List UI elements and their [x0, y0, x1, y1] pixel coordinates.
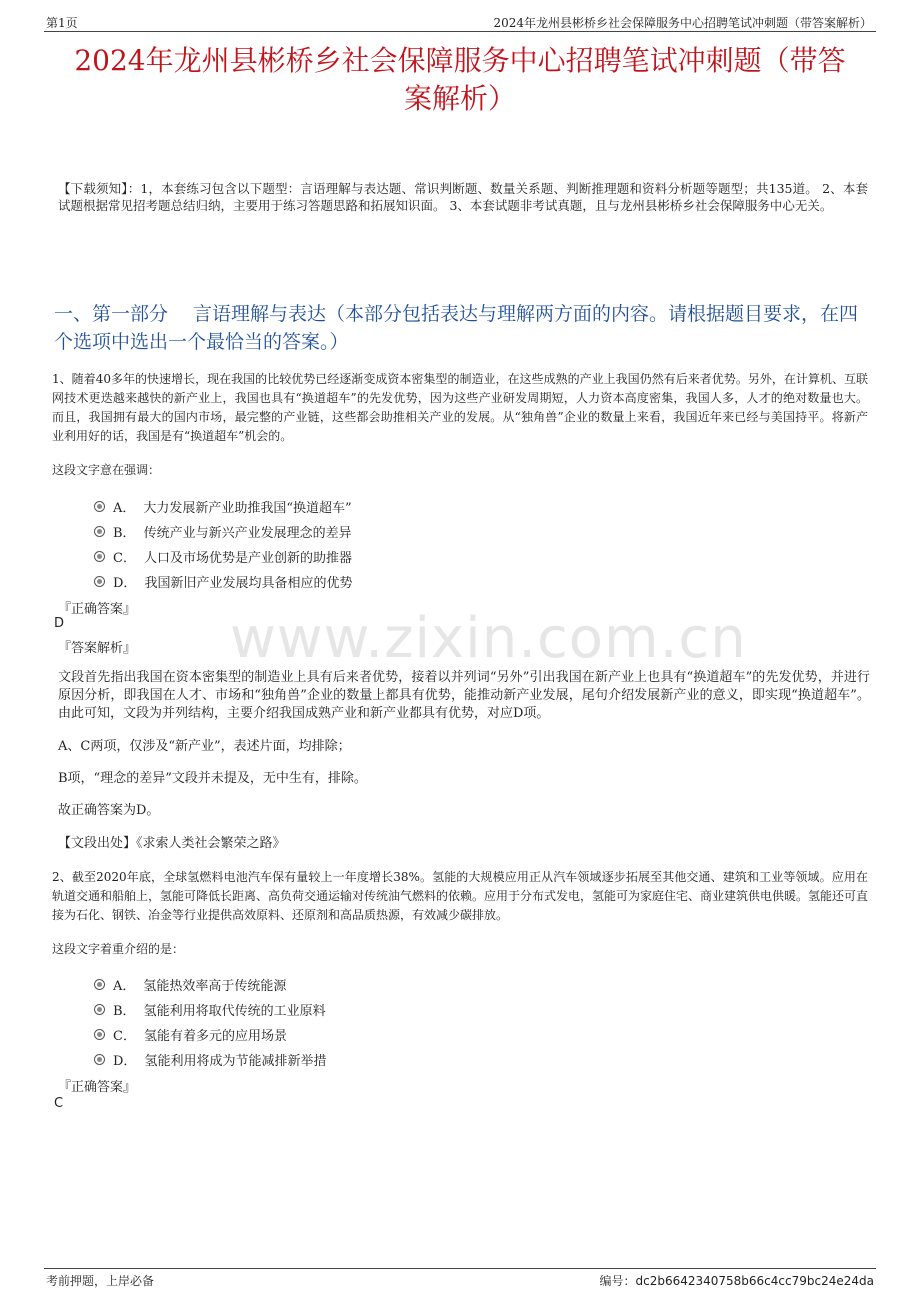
option-text: 人口及市场优势是产业创新的助推器 [143, 551, 352, 566]
header-rule [44, 31, 876, 32]
page-title-line2: 案解析） [403, 82, 516, 115]
question-1-option-b[interactable] [94, 522, 352, 541]
question-2-prompt: 这段文字着重介绍的是： [52, 942, 185, 956]
download-notice: 【下载须知】：1，本套练习包含以下题型：言语理解与表达题、常识判断题、数量关系题、判断推理题和资料分析题等题型；共135道。 2、本套试题根据常见招考题总结归纳，主要用于练习答题思路和拓展知识面。 3、本套试题非考试真题，且与龙州县彬桥乡社会保障服务中心无关。 [58, 181, 868, 213]
footer-code [599, 1272, 874, 1289]
footer-rule [44, 1268, 876, 1269]
radio-icon[interactable] [94, 1029, 105, 1040]
option-letter: A． [113, 501, 136, 516]
radio-icon[interactable] [94, 1054, 105, 1065]
radio-icon[interactable] [94, 576, 105, 587]
question-1-answer: D [54, 616, 65, 631]
question-1-text: 1、随着40多年的快速增长，现在我国的比较优势已经逐渐变成资本密集型的制造业，在这些成熟的产业上我国仍然有后来者优势。另外，在计算机、互联网技术更迭越来越快的新产业上，我国也具有“换道超车”的先发优势，因为这些产业研发周期短，人力资本高度密集，我国人多，人才的绝对数量也大。而且，我国拥有最大的国内市场，最完整的产业链，这些都会助推相关产业的发展。从“独角兽”企业的数量上来看，我国近年来已经与美国持平。将新产业利用好的话，我国是有“换道超车”机会的。 [52, 372, 868, 443]
question-1-answer-label: 『正确答案』 [58, 602, 137, 617]
page-number: 第1页 [46, 16, 78, 30]
radio-icon[interactable] [94, 526, 105, 537]
question-1-analysis-para: 文段首先指出我国在资本密集型的制造业上具有后来者优势，接着以并列词“另外”引出我国在新产业上也具有“换道超车”的先发优势，并进行原因分析，即我国在人才、市场和“独角兽”企业的数量上都具有优势，能推动新产业发展，尾句介绍发展新产业的意义，即实现“换道超车”。由此可知，文段为并列结构，主要介绍我国成熟产业和新产业都具有优势，对应D项。 [58, 670, 870, 721]
page-title-line1: 2024年龙州县彬桥乡社会保障服务中心招聘笔试冲刺题（带答 [74, 44, 846, 77]
question-2-option-d[interactable] [94, 1050, 326, 1069]
footer-slogan: 考前押题，上岸必备 [46, 1274, 155, 1288]
option-text: 氢能利用将取代传统的工业原料 [143, 1004, 326, 1019]
radio-icon[interactable] [94, 979, 105, 990]
radio-icon[interactable] [94, 551, 105, 562]
option-letter: B． [113, 1004, 136, 1019]
footer-code-label: 编号： [599, 1274, 636, 1288]
radio-icon[interactable] [94, 1004, 105, 1015]
radio-icon[interactable] [94, 501, 105, 512]
question-1-prompt: 这段文字意在强调： [52, 463, 161, 477]
question-2-option-b[interactable] [94, 1000, 326, 1019]
option-letter: D． [113, 576, 137, 591]
question-2-text: 2、截至2020年底，全球氢燃料电池汽车保有量较上一年度增长38%。氢能的大规模应用正从汽车领域逐步拓展至其他交通、建筑和工业等领域。应用在轨道交通和船舶上，氢能可降低长距离、高负荷交通运输对传统油气燃料的依赖。应用于分布式发电，氢能可为家庭住宅、商业建筑供电供暖。氢能还可直接为石化、钢铁、冶金等行业提供高效原料、还原剂和高品质热源，有效减少碳排放。 [52, 870, 869, 922]
option-text: 氢能有着多元的应用场景 [143, 1029, 287, 1044]
question-1-analysis-label: 『答案解析』 [58, 641, 137, 656]
question-1-analysis-b: B项，“理念的差异”文段并未提及，无中生有，排除。 [58, 771, 367, 786]
question-2-option-a[interactable] [94, 975, 286, 994]
question-1-analysis-conclusion: 故正确答案为D。 [58, 803, 160, 818]
section-heading: 一、第一部分 言语理解与表达（本部分包括表达与理解两方面的内容。请根据题目要求，在四个选项中选出一个最恰当的答案。） [54, 303, 859, 353]
question-1-analysis-ac: A、C两项，仅涉及“新产业”，表述片面，均排除； [58, 739, 351, 754]
option-text: 氢能热效率高于传统能源 [143, 979, 287, 994]
option-letter: C． [113, 1029, 136, 1044]
option-letter: B． [113, 526, 136, 541]
question-1-option-a[interactable] [94, 497, 352, 516]
question-2-option-c[interactable] [94, 1025, 287, 1044]
option-text: 大力发展新产业助推我国“换道超车” [143, 501, 352, 516]
page-title [40, 42, 880, 118]
option-text: 氢能利用将成为节能减排新举措 [144, 1054, 327, 1069]
question-1-option-c[interactable] [94, 547, 352, 566]
option-text: 我国新旧产业发展均具备相应的优势 [144, 576, 353, 591]
option-letter: D． [113, 1054, 137, 1069]
footer-code-value: dc2b6642340758b66c4cc79bc24e24da [635, 1274, 874, 1288]
question-2-answer-label: 『正确答案』 [58, 1080, 137, 1095]
watermark: www.zixin.com.cn [230, 606, 747, 671]
question-1-source: 【文段出处】《求索人类社会繁荣之路》 [58, 836, 286, 851]
question-1-option-d[interactable] [94, 572, 352, 591]
option-letter: A． [113, 979, 136, 994]
option-text: 传统产业与新兴产业发展理念的差异 [143, 526, 352, 541]
question-2-answer: C [54, 1096, 64, 1111]
option-letter: C． [113, 551, 136, 566]
header-doc-title: 2024年龙州县彬桥乡社会保障服务中心招聘笔试冲刺题（带答案解析） [493, 16, 872, 30]
